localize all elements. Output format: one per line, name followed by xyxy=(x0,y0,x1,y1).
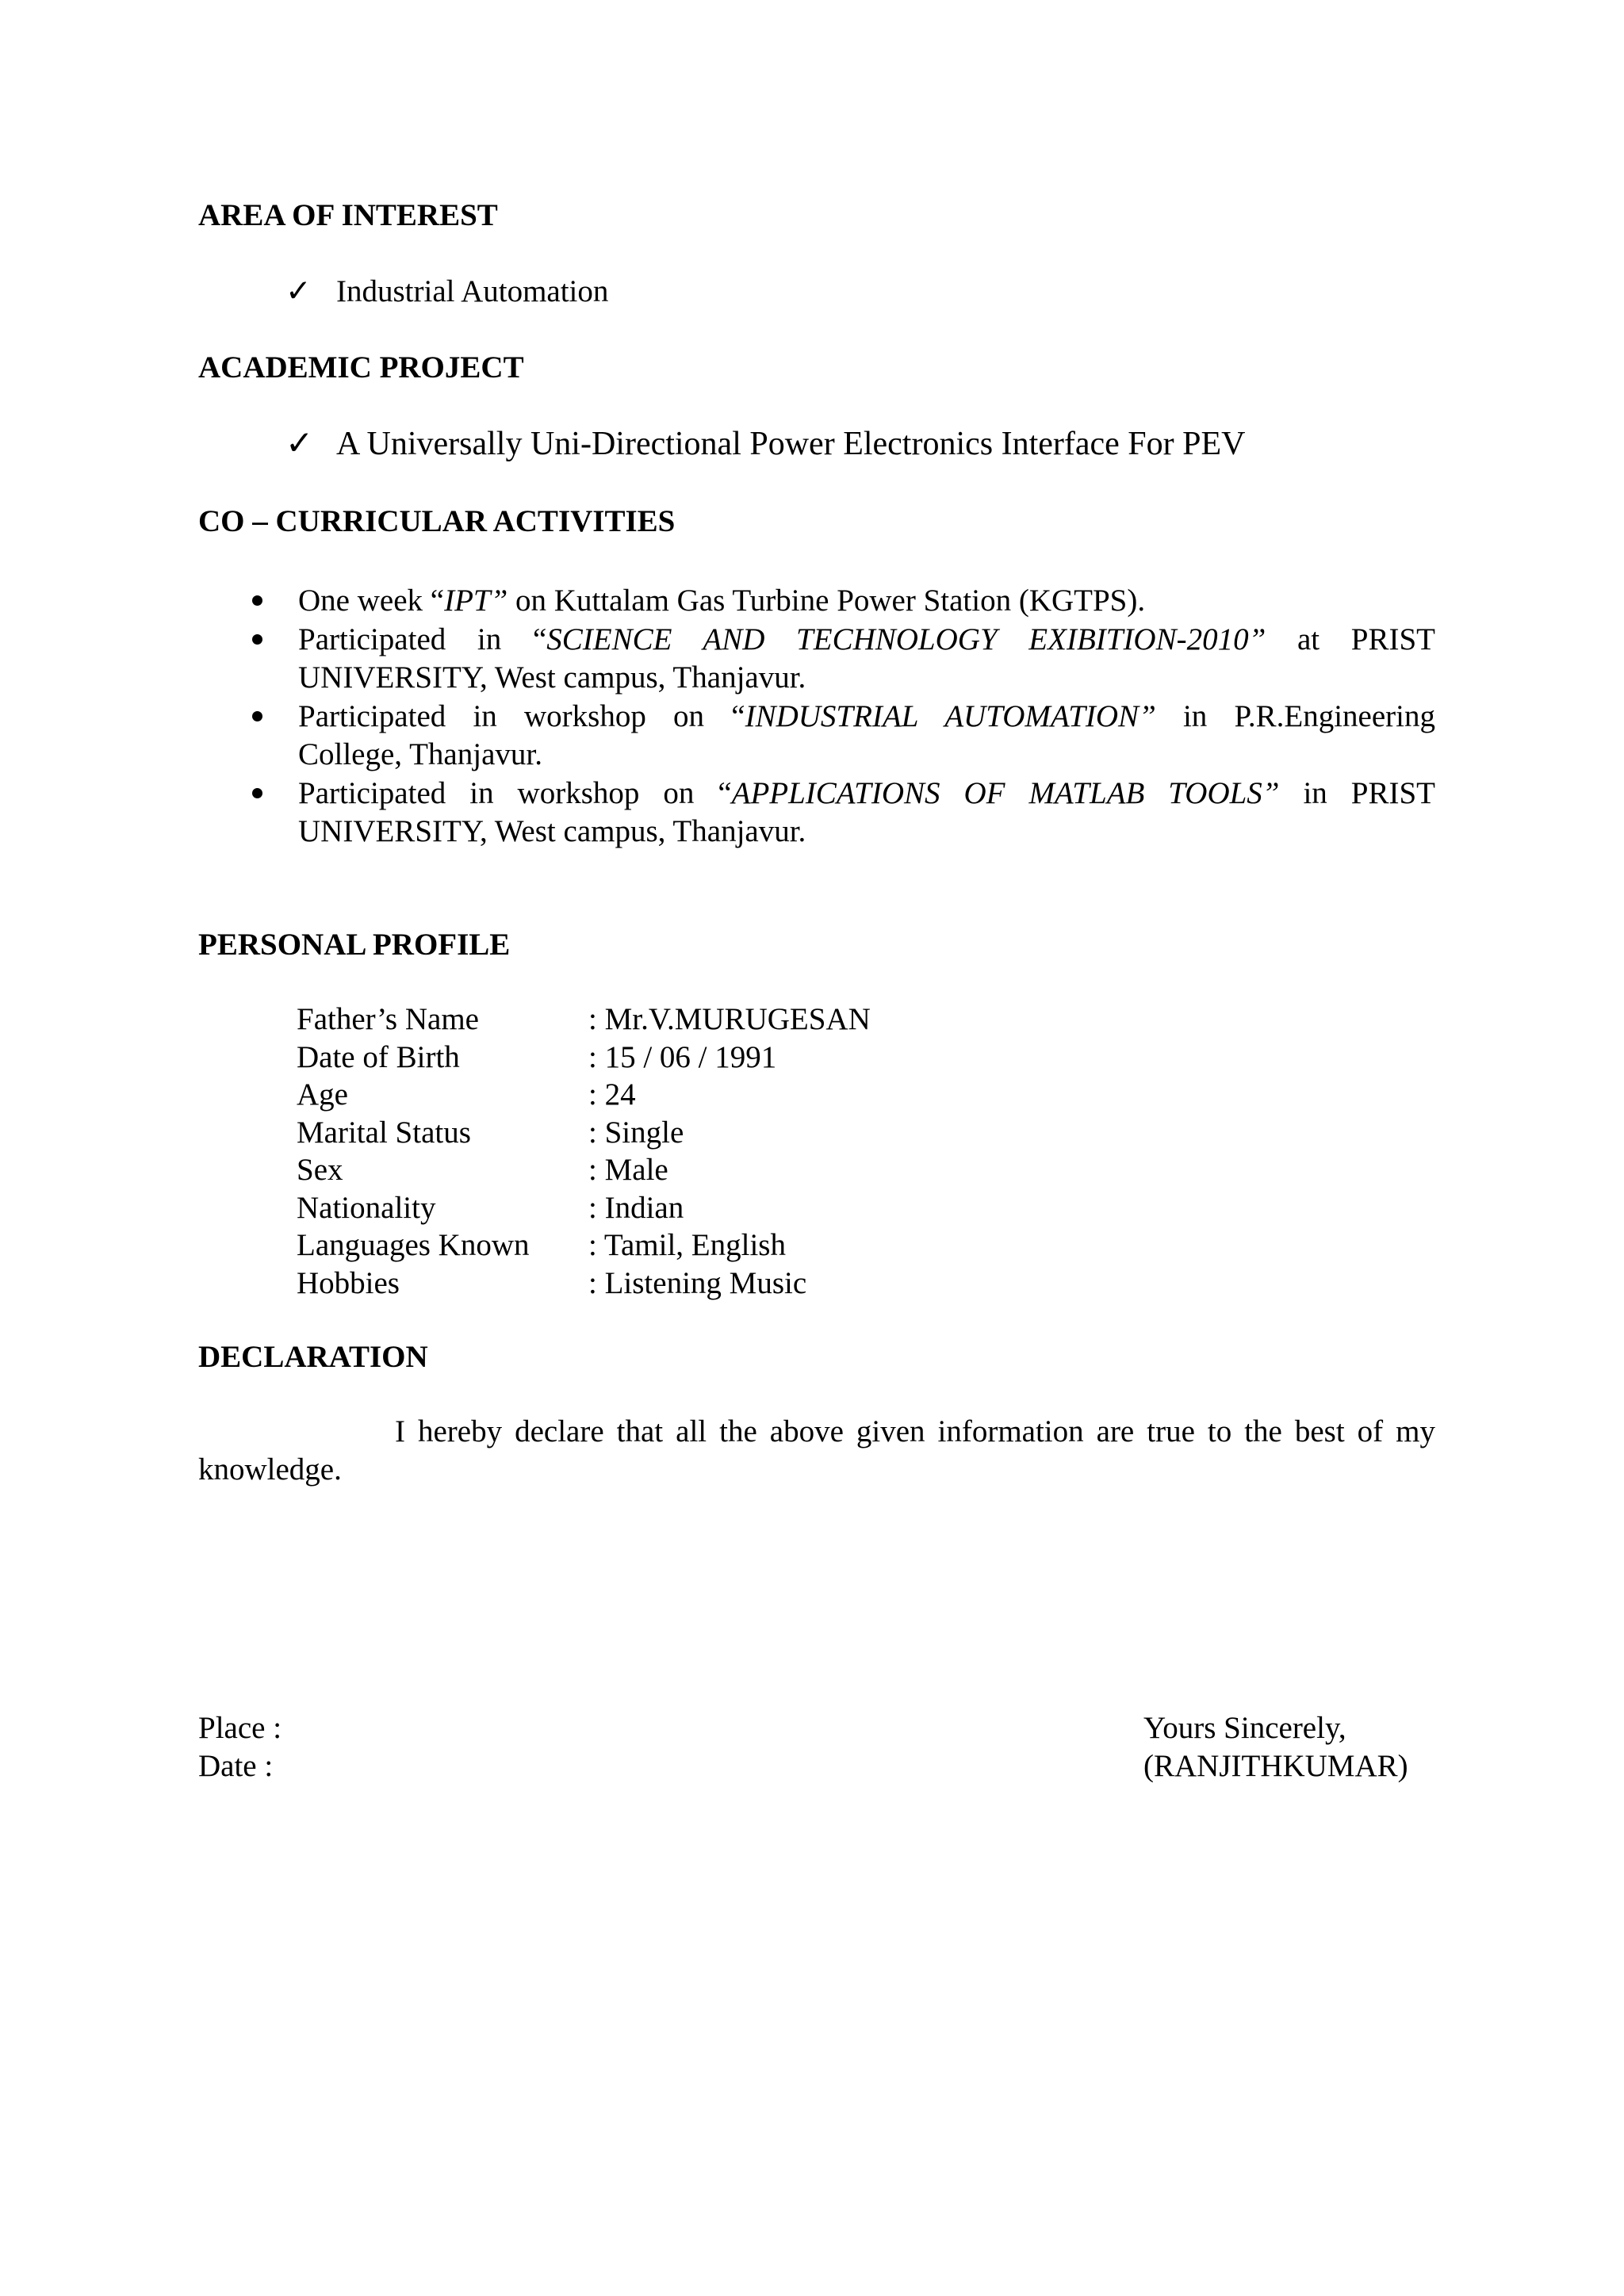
profile-row xyxy=(297,1151,1248,1189)
text: on Kuttalam Gas Turbine Power Station (KGTPS). xyxy=(508,584,1146,618)
date-label: Date : xyxy=(198,1749,274,1783)
profile-label: Date of Birth xyxy=(297,1039,460,1074)
profile-value: : 15 / 06 / 1991 xyxy=(588,1039,777,1074)
checkmark-icon: ✓ xyxy=(285,274,312,308)
interest-list-item xyxy=(285,273,608,311)
emphasis-text: IPT” xyxy=(444,584,508,618)
list-item-line xyxy=(298,621,1435,659)
profile-row xyxy=(297,1076,1248,1114)
profile-row xyxy=(297,1226,1248,1265)
list-item-line xyxy=(298,698,1435,736)
project-list-item xyxy=(285,425,1246,463)
profile-row xyxy=(297,1189,1248,1227)
emphasis-text: APPLICATIONS OF MATLAB TOOLS” xyxy=(731,776,1280,810)
bullet-icon xyxy=(252,634,262,645)
profile-value: : Male xyxy=(588,1153,668,1187)
profile-value: : Mr.V.MURUGESAN xyxy=(588,1002,871,1036)
academic-project-heading: ACADEMIC PROJECT xyxy=(198,350,524,385)
closing-text: Yours Sincerely, xyxy=(1143,1711,1346,1745)
checkmark-icon: ✓ xyxy=(285,426,314,462)
co-curricular-list xyxy=(254,582,1435,851)
place-label: Place : xyxy=(198,1711,282,1745)
signature-name: (RANJITHKUMAR) xyxy=(1143,1749,1408,1783)
bullet-icon xyxy=(252,711,262,721)
text: at PRIST xyxy=(1266,622,1435,656)
declaration-heading: DECLARATION xyxy=(198,1340,428,1374)
list-item-line: UNIVERSITY, West campus, Thanjavur. xyxy=(298,660,806,695)
project-item-text: A Universally Uni-Directional Power Electronics Interface For PEV xyxy=(336,426,1246,462)
list-item xyxy=(254,621,1435,697)
text: Participated in workshop on “ xyxy=(298,699,745,733)
co-curricular-heading: CO – CURRICULAR ACTIVITIES xyxy=(198,504,676,538)
profile-row xyxy=(297,1265,1248,1303)
profile-row xyxy=(297,1114,1248,1152)
personal-profile-table xyxy=(297,1001,1248,1302)
personal-profile-heading: PERSONAL PROFILE xyxy=(198,928,511,962)
profile-label: Hobbies xyxy=(297,1265,400,1300)
list-item xyxy=(254,775,1435,851)
profile-value: : 24 xyxy=(588,1077,636,1112)
list-item-line: College, Thanjavur. xyxy=(298,737,542,771)
profile-label: Father’s Name xyxy=(297,1002,479,1036)
area-of-interest-heading: AREA OF INTEREST xyxy=(198,198,498,232)
text: Participated in “ xyxy=(298,622,547,656)
list-item xyxy=(254,698,1435,774)
list-item-line xyxy=(298,582,1435,620)
profile-value: : Single xyxy=(588,1115,684,1150)
emphasis-text: SCIENCE AND TECHNOLOGY EXIBITION-2010” xyxy=(546,622,1266,656)
declaration-line: I hereby declare that all the above given information are true to the best of my xyxy=(395,1414,1435,1448)
text: in P.R.Engineering xyxy=(1155,699,1435,733)
text: One week “ xyxy=(298,584,445,618)
interest-item-text: Industrial Automation xyxy=(336,274,609,308)
list-item-line: UNIVERSITY, West campus, Thanjavur. xyxy=(298,814,806,848)
declaration-line: knowledge. xyxy=(198,1452,342,1487)
profile-label: Marital Status xyxy=(297,1115,471,1150)
profile-value: : Tamil, English xyxy=(588,1228,786,1262)
bullet-icon xyxy=(252,788,262,798)
bullet-icon xyxy=(252,595,262,606)
profile-label: Languages Known xyxy=(297,1228,530,1262)
text: in PRIST xyxy=(1279,776,1435,810)
emphasis-text: INDUSTRIAL AUTOMATION” xyxy=(745,699,1156,733)
profile-label: Sex xyxy=(297,1153,343,1187)
profile-row xyxy=(297,1001,1248,1039)
profile-label: Nationality xyxy=(297,1190,436,1225)
list-item-line xyxy=(298,775,1435,813)
profile-value: : Listening Music xyxy=(588,1265,807,1300)
text: Participated in workshop on “ xyxy=(298,776,732,810)
profile-label: Age xyxy=(297,1077,348,1112)
list-item xyxy=(254,582,1435,620)
profile-row xyxy=(297,1039,1248,1077)
profile-value: : Indian xyxy=(588,1190,684,1225)
declaration-text xyxy=(198,1413,1435,1489)
